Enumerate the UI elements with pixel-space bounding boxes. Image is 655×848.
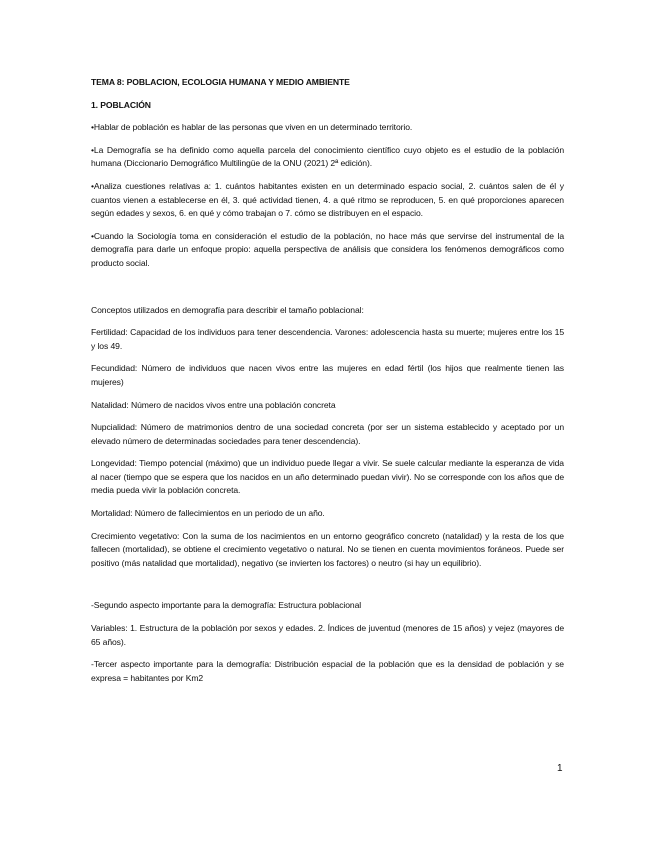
second-aspect: -Segundo aspecto importante para la demografía: Estructura poblacional	[91, 600, 362, 611]
page-number: 1	[557, 763, 563, 774]
intro-paragraph: •Analiza cuestiones relativas a: 1. cuántos habitantes existen en un determinado espacio social, 2. cuántos salen de él y cuantos vienen a establecerse en él, 3. qué actividad tienen, 4. a qué ritmo se reproducen, 5. en qué proporciones aparecen según edades y sexos, 6. en qué y cómo trabajan o 7. cómo se distribuyen en el espacio.	[91, 180, 564, 219]
concept-natalidad: Natalidad: Número de nacidos vivos entre una población concreta	[91, 399, 336, 410]
document-title: TEMA 8: POBLACION, ECOLOGIA HUMANA Y MEDIO AMBIENTE	[91, 77, 350, 87]
section-heading: 1. POBLACIÓN	[91, 99, 151, 110]
concepts-heading: Conceptos utilizados en demografía para describir el tamaño poblacional:	[91, 304, 364, 315]
intro-paragraph: •La Demografía se ha definido como aquella parcela del conocimiento científico cuyo objeto es el estudio de la población humana (Diccionario Demográfico Multilingüe de la ONU (2021) 2ª edición).	[91, 144, 564, 169]
concept-longevidad: Longevidad: Tiempo potencial (máximo) que un individuo puede llegar a vivir. Se suele calcular mediante la esperanza de vida al nacer (tiempo que se espera que los nacidos en un año determinado puedan vivir). No se corresponde con los años que de media pueda vivir la población concreta.	[91, 458, 564, 496]
concept-fecundidad: Fecundidad: Número de individuos que nacen vivos entre las mujeres en edad fértil (los hijos que realmente tienen las mujeres)	[91, 363, 564, 387]
spacer	[91, 280, 564, 304]
variables-paragraph: Variables: 1. Estructura de la población por sexos y edades. 2. Índices de juventud (menores de 15 años) y vejez (mayores de 65 años).	[91, 623, 564, 647]
concept-fertilidad: Fertilidad: Capacidad de los individuos para tener descendencia. Varones: adolescencia hasta su muerte; mujeres entre los 15 y los 49.	[91, 327, 564, 351]
intro-paragraph: •Hablar de población es hablar de las personas que viven en un determinado territorio.	[91, 122, 413, 133]
third-aspect: -Tercer aspecto importante para la demografía: Distribución espacial de la población que es la densidad de población y se expresa = habitantes por Km2	[91, 659, 564, 683]
concept-nupcialidad: Nupcialidad: Número de matrimonios dentro de una sociedad concreta (por ser un sistema establecido y aceptado por un elevado número de determinadas sociedades para tener descendencia).	[91, 422, 564, 446]
document-body	[91, 76, 564, 694]
spacer	[91, 579, 564, 599]
intro-paragraph: •Cuando la Sociología toma en consideración el estudio de la población, no hace más que servirse del instrumental de la demografía para darle un enfoque propio: aquella perspectiva de análisis que considera los fenómenos demográficos como producto social.	[91, 230, 564, 268]
concept-crecimiento-vegetativo: Crecimiento vegetativo: Con la suma de los nacimientos en un entorno geográfico concreto (natalidad) y la resta de los que fallecen (mortalidad), se obtiene el crecimiento vegetativo o natural. No se tienen en cuenta movimientos foráneos. Puede ser positivo (más natalidad que mortalidad), negativo (se invierten los factores) o neutro (si hay un equilibrio).	[91, 530, 564, 568]
concept-mortalidad: Mortalidad: Número de fallecimientos en un periodo de un año.	[91, 508, 325, 519]
